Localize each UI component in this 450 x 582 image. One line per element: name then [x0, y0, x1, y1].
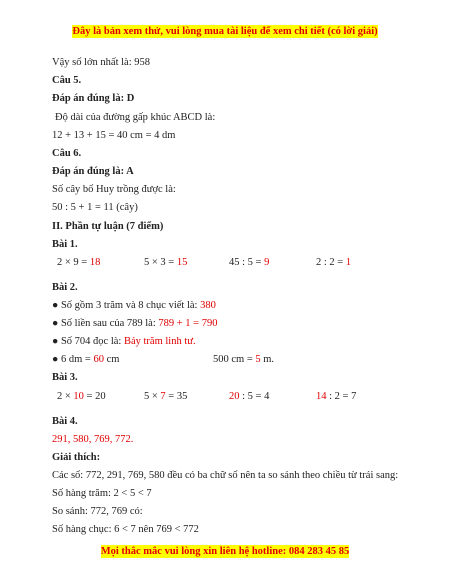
exercise-2-heading: Bài 2. — [52, 282, 78, 293]
exercise-3-item: 5 × 7 = 35 — [144, 391, 188, 402]
hotline-text: Mọi thắc mắc vui lòng xin liên hệ hotline: 084 283 45 85 — [100, 546, 350, 557]
part-2-heading: II. Phần tự luận (7 điểm) — [52, 221, 164, 232]
question-6-line-2: 50 : 5 + 1 = 11 (cây) — [52, 202, 138, 213]
exercise-2-line-2: ● Số liền sau của 789 là: 789 + 1 = 790 — [52, 318, 218, 329]
hotline-banner — [0, 546, 450, 557]
question-6-heading: Câu 6. — [52, 148, 82, 159]
exercise-2-line-4b: 500 cm = 5 m. — [213, 354, 275, 365]
question-5-line-2: 12 + 13 + 15 = 40 cm = 4 dm — [52, 130, 176, 141]
exercise-1-item: 2 × 9 = 18 — [57, 257, 101, 268]
exercise-1-item: 2 : 2 = 1 — [316, 257, 352, 268]
exercise-3-heading: Bài 3. — [52, 372, 78, 383]
explanation-line-2: Số hàng trăm: 2 < 5 < 7 — [52, 488, 152, 499]
explanation-heading: Giải thích: — [52, 452, 101, 463]
question-6-answer: Đáp án đúng là: A — [52, 166, 134, 177]
exercise-3-item: 20 : 5 = 4 — [229, 391, 270, 402]
question-5-line-1: Độ dài của đường gấp khúc ABCD là: — [55, 112, 216, 123]
exercise-4-heading: Bài 4. — [52, 416, 78, 427]
exercise-1-heading: Bài 1. — [52, 239, 78, 250]
question-5-heading: Câu 5. — [52, 75, 82, 86]
preview-notice-banner — [0, 26, 450, 37]
exercise-3-item: 14 : 2 = 7 — [316, 391, 357, 402]
exercise-2-line-1: ● Số gồm 3 trăm và 8 chục viết là: 380 — [52, 300, 216, 311]
exercise-3-item: 2 × 10 = 20 — [57, 391, 106, 402]
exercise-1-item: 45 : 5 = 9 — [229, 257, 270, 268]
explanation-line-4: Số hàng chục: 6 < 7 nên 769 < 772 — [52, 524, 199, 535]
explanation-line-3: So sánh: 772, 769 có: — [52, 506, 143, 517]
question-6-line-1: Số cây bố Huy trồng được là: — [52, 184, 176, 195]
exercise-2-line-3: ● Số 704 đọc là: Bảy trăm linh tư. — [52, 336, 196, 347]
preview-notice-text: Đây là bản xem thử, vui lòng mua tài liệu để xem chi tiết (có lời giải) — [72, 26, 378, 37]
max-number-line: Vậy số lớn nhất là: 958 — [52, 57, 150, 68]
explanation-line-1: Các số: 772, 291, 769, 580 đều có ba chữ số nên ta so sánh theo chiều từ trái sang: — [52, 470, 399, 481]
exercise-2-line-4a: ● 6 dm = 60 cm — [52, 354, 120, 365]
question-5-answer: Đáp án đúng là: D — [52, 93, 135, 104]
exercise-1-item: 5 × 3 = 15 — [144, 257, 188, 268]
exercise-4-answer: 291, 580, 769, 772. — [52, 434, 134, 445]
